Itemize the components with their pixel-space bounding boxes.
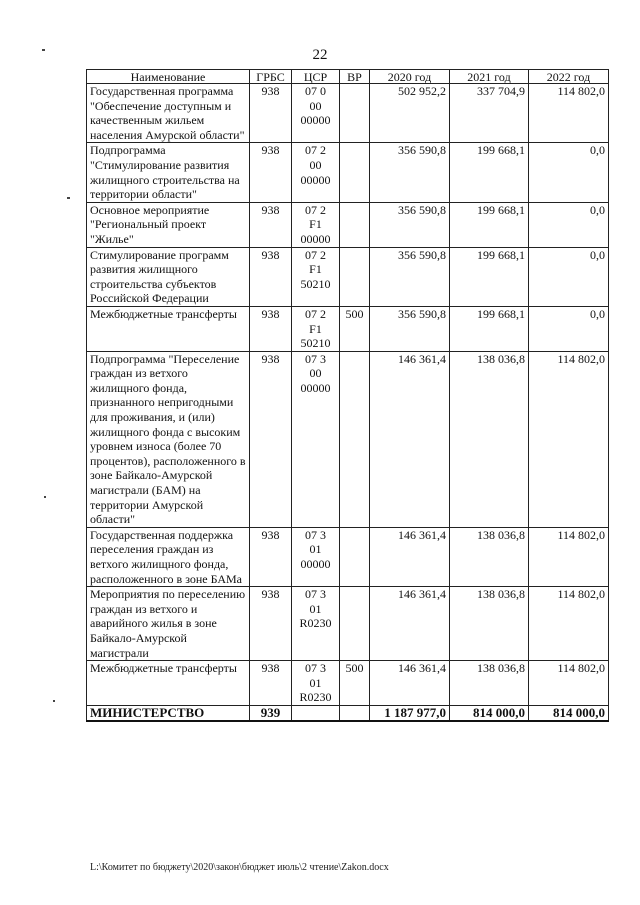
row-csr <box>292 247 340 306</box>
csr-part: 00000 <box>300 380 331 395</box>
row-2022: 0,0 <box>529 143 609 202</box>
row-csr <box>292 202 340 247</box>
row-name: Межбюджетные трансферты <box>87 661 250 706</box>
row-2020: 356 590,8 <box>370 306 450 351</box>
row-2021: 138 036,8 <box>450 587 529 661</box>
row-vr <box>340 84 370 143</box>
row-name: Мероприятия по переселению граждан из ветхого и аварийного жилья в зоне Байкало-Амурской магистрали <box>87 587 250 661</box>
row-2021: 138 036,8 <box>450 661 529 706</box>
csr-part: F1 <box>309 321 322 336</box>
row-name: Подпрограмма "Переселение граждан из ветхого жилищного фонда, признанного непригодными для проживания, и (или) жилищного фонда с высоким уровнем износа (более 70 процентов), расположенного в зоне Байкало-Амурской магистрали (БАМ) на территории Амурской области" <box>87 351 250 527</box>
total-2021: 814 000,0 <box>450 705 529 721</box>
row-2020: 146 361,4 <box>370 661 450 706</box>
row-2022: 0,0 <box>529 202 609 247</box>
csr-part: 01 <box>309 542 322 557</box>
header-2021: 2021 год <box>450 70 529 84</box>
csr-part: 01 <box>309 675 322 690</box>
header-name: Наименование <box>87 70 250 84</box>
row-2021: 138 036,8 <box>450 527 529 586</box>
csr-part: R0230 <box>299 690 332 705</box>
header-grbs: ГРБС <box>250 70 292 84</box>
row-csr <box>292 661 340 706</box>
table-row <box>87 587 609 661</box>
row-grbs: 938 <box>250 527 292 586</box>
csr-part: 07 3 <box>305 351 326 366</box>
row-vr: 500 <box>340 661 370 706</box>
table-row <box>87 84 609 143</box>
row-grbs: 938 <box>250 661 292 706</box>
csr-part: 01 <box>309 601 322 616</box>
csr-part: 07 2 <box>305 143 326 158</box>
csr-part: 00 <box>309 366 322 381</box>
total-2020: 1 187 977,0 <box>370 705 450 721</box>
csr-part: 50210 <box>300 336 331 351</box>
row-vr <box>340 247 370 306</box>
row-grbs: 938 <box>250 351 292 527</box>
csr-part: 07 2 <box>305 202 326 217</box>
total-row <box>87 705 609 721</box>
row-2021: 199 668,1 <box>450 306 529 351</box>
row-2022: 114 802,0 <box>529 587 609 661</box>
csr-part: 50210 <box>300 276 331 291</box>
row-csr <box>292 527 340 586</box>
csr-part: R0230 <box>299 616 332 631</box>
csr-part: 07 3 <box>305 527 326 542</box>
header-2020: 2020 год <box>370 70 450 84</box>
table-row <box>87 351 609 527</box>
row-csr <box>292 143 340 202</box>
row-name: Межбюджетные трансферты <box>87 306 250 351</box>
row-2020: 356 590,8 <box>370 202 450 247</box>
row-vr <box>340 527 370 586</box>
row-2021: 199 668,1 <box>450 202 529 247</box>
row-vr: 500 <box>340 306 370 351</box>
budget-table <box>86 69 609 722</box>
row-name: Стимулирование программ развития жилищного строительства субъектов Российской Федерации <box>87 247 250 306</box>
table-row <box>87 661 609 706</box>
row-vr <box>340 202 370 247</box>
row-2022: 0,0 <box>529 306 609 351</box>
total-vr <box>340 705 370 721</box>
csr-part: 07 2 <box>305 247 326 262</box>
row-2020: 356 590,8 <box>370 143 450 202</box>
row-csr <box>292 351 340 527</box>
table-row <box>87 247 609 306</box>
row-2021: 199 668,1 <box>450 143 529 202</box>
row-2020: 146 361,4 <box>370 587 450 661</box>
row-2020: 502 952,2 <box>370 84 450 143</box>
row-2020: 146 361,4 <box>370 527 450 586</box>
row-grbs: 938 <box>250 143 292 202</box>
csr-part: 00000 <box>300 557 331 571</box>
scan-mark <box>67 197 70 199</box>
table-body <box>87 84 609 706</box>
row-2021: 138 036,8 <box>450 351 529 527</box>
page-number: 22 <box>312 47 328 63</box>
total-name: МИНИСТЕРСТВО <box>87 705 250 721</box>
csr-part: 00 <box>309 98 322 113</box>
row-grbs: 938 <box>250 84 292 143</box>
row-csr <box>292 84 340 143</box>
csr-part: 00000 <box>300 172 331 187</box>
row-name: Государственная поддержка переселения граждан из ветхого жилищного фонда, расположенного в зоне БАМа <box>87 527 250 586</box>
scan-mark <box>53 700 55 702</box>
row-2022: 114 802,0 <box>529 527 609 586</box>
csr-part: 07 0 <box>305 84 326 98</box>
row-2020: 146 361,4 <box>370 351 450 527</box>
row-2022: 114 802,0 <box>529 84 609 143</box>
total-2022: 814 000,0 <box>529 705 609 721</box>
row-2022: 0,0 <box>529 247 609 306</box>
row-name: Государственная программа "Обеспечение доступным и качественным жильем населения Амурской области" <box>87 84 250 143</box>
row-grbs: 938 <box>250 306 292 351</box>
row-2022: 114 802,0 <box>529 661 609 706</box>
csr-part: F1 <box>309 262 322 277</box>
total-grbs: 939 <box>250 705 292 721</box>
row-grbs: 938 <box>250 247 292 306</box>
header-vr: ВР <box>340 70 370 84</box>
row-name: Подпрограмма "Стимулирование развития жилищного строительства на территории области" <box>87 143 250 202</box>
table-row <box>87 527 609 586</box>
total-csr <box>292 705 340 721</box>
file-path-footer: L:\Комитет по бюджету\2020\закон\бюджет июль\2 чтение\Zakon.docx <box>90 862 389 873</box>
table-row <box>87 143 609 202</box>
row-2022: 114 802,0 <box>529 351 609 527</box>
row-csr <box>292 306 340 351</box>
table-row <box>87 306 609 351</box>
header-2022: 2022 год <box>529 70 609 84</box>
csr-part: F1 <box>309 217 322 232</box>
row-grbs: 938 <box>250 202 292 247</box>
table-header-row <box>87 70 609 84</box>
scan-mark <box>44 496 46 498</box>
row-vr <box>340 143 370 202</box>
csr-part: 00 <box>309 157 322 172</box>
csr-part: 07 3 <box>305 661 326 676</box>
row-name: Основное мероприятие "Региональный проект "Жилье" <box>87 202 250 247</box>
row-vr <box>340 587 370 661</box>
csr-part: 00000 <box>300 231 331 246</box>
scan-mark <box>42 49 45 51</box>
row-2021: 337 704,9 <box>450 84 529 143</box>
header-csr: ЦСР <box>292 70 340 84</box>
row-2020: 356 590,8 <box>370 247 450 306</box>
csr-part: 07 3 <box>305 587 326 602</box>
csr-part: 07 2 <box>305 306 326 321</box>
csr-part: 00000 <box>300 113 331 128</box>
table-row <box>87 202 609 247</box>
row-2021: 199 668,1 <box>450 247 529 306</box>
row-csr <box>292 587 340 661</box>
row-vr <box>340 351 370 527</box>
row-grbs: 938 <box>250 587 292 661</box>
